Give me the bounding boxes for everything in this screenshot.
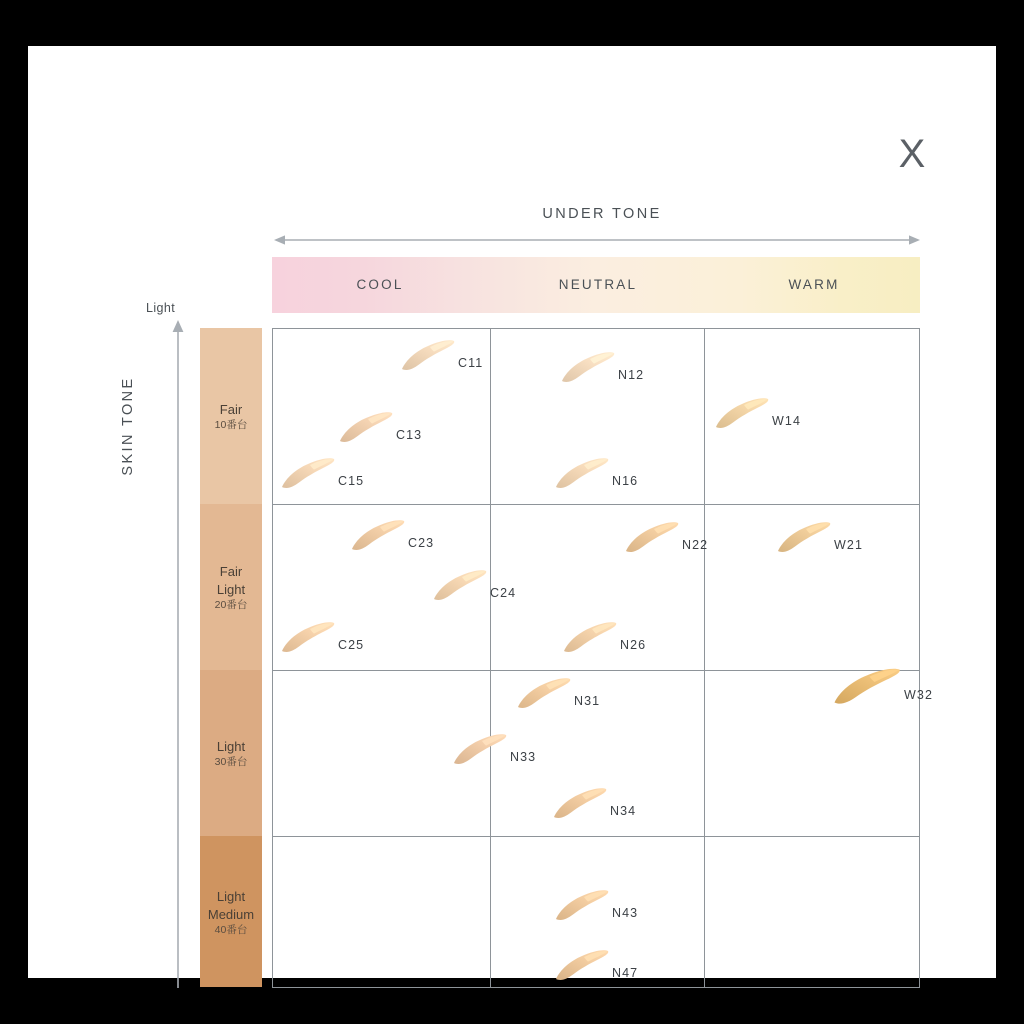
smear-icon [280,456,336,490]
y-axis-label: SKIN TONE [120,376,136,476]
shade-code-label: C11 [458,356,484,370]
smear-icon [554,456,610,490]
shade-swatch[interactable] [280,620,365,654]
shade-swatch[interactable] [338,410,423,444]
smear-icon [714,396,770,430]
smear-icon [776,520,832,554]
skintone-row-code: 30番台 [214,756,248,768]
x-axis-arrow [274,232,920,242]
smear-icon [562,620,618,654]
shade-code-label: C13 [396,428,423,442]
shade-code-label: C25 [338,638,365,652]
shade-swatch[interactable] [714,396,802,430]
skintone-row-code: 10番台 [214,419,248,431]
foundation-shade-chart-card [28,46,996,978]
smear-icon [624,520,680,554]
shade-swatch[interactable] [554,948,639,982]
skintone-row-code: 40番台 [214,923,248,936]
skintone-row-label: Light [216,739,246,754]
skintone-row-swatch [200,504,262,670]
skintone-row-label: Medium [207,906,255,922]
skintone-row-code: 20番台 [214,599,248,611]
y-axis-top-annotation: Light [146,301,176,315]
smear-icon [554,948,610,982]
smear-icon [350,518,406,552]
smear-icon [400,338,456,372]
smear-icon [452,732,508,766]
undertone-column-neutral: NEUTRAL [558,277,638,292]
shade-code-label: N33 [510,750,537,764]
shade-swatch[interactable] [350,518,435,552]
skintone-row-label: Light [216,582,246,597]
shade-swatch[interactable] [516,676,601,710]
smear-icon [338,410,394,444]
shade-swatch[interactable] [554,456,639,490]
shade-swatch[interactable] [624,520,709,554]
shade-code-label: C23 [408,536,435,550]
shade-code-label: C15 [338,474,365,488]
smear-icon [432,568,488,602]
shade-swatch[interactable] [432,568,517,602]
shade-code-label: W21 [834,538,864,552]
shade-code-label: W32 [904,688,934,702]
shade-code-label: W14 [772,414,802,428]
skintone-row-label: Fair [219,402,243,417]
shade-swatch[interactable] [452,732,537,766]
smear-icon [552,786,608,820]
shade-code-label: N43 [612,906,639,920]
shade-code-label: N34 [610,804,637,818]
shade-code-label: N22 [682,538,709,552]
smear-icon [832,666,902,706]
chart-plot-area [272,328,934,988]
skintone-row-swatch [200,836,262,987]
undertone-column-cool: COOL [356,277,404,292]
shade-code-label: N47 [612,966,639,980]
skintone-row-swatch [200,328,262,504]
shade-code-label: N12 [618,368,645,382]
skintone-row-swatch [200,670,262,836]
y-axis-arrow [170,320,186,988]
shade-code-label: N16 [612,474,639,488]
smear-icon [516,676,572,710]
close-icon[interactable]: X [898,132,926,176]
shade-swatch[interactable] [280,456,365,490]
skintone-swatch-column [200,328,262,988]
skintone-row-label: Fair [219,564,243,579]
shade-swatch[interactable] [560,350,645,384]
shade-code-label: C24 [490,586,517,600]
shade-swatch[interactable] [400,338,484,372]
shade-swatch[interactable] [776,520,864,554]
shade-swatch[interactable] [552,786,637,820]
shade-swatch[interactable] [554,888,639,922]
smear-icon [554,888,610,922]
skintone-row-label: Light [216,888,246,904]
shade-swatch[interactable] [562,620,647,654]
smear-icon [280,620,336,654]
smear-icon [560,350,616,384]
shade-code-label: N26 [620,638,647,652]
undertone-column-warm: WARM [788,277,840,292]
shade-swatch[interactable] [832,666,934,706]
x-axis-label: UNDER TONE [542,206,662,222]
shade-code-label: N31 [574,694,601,708]
